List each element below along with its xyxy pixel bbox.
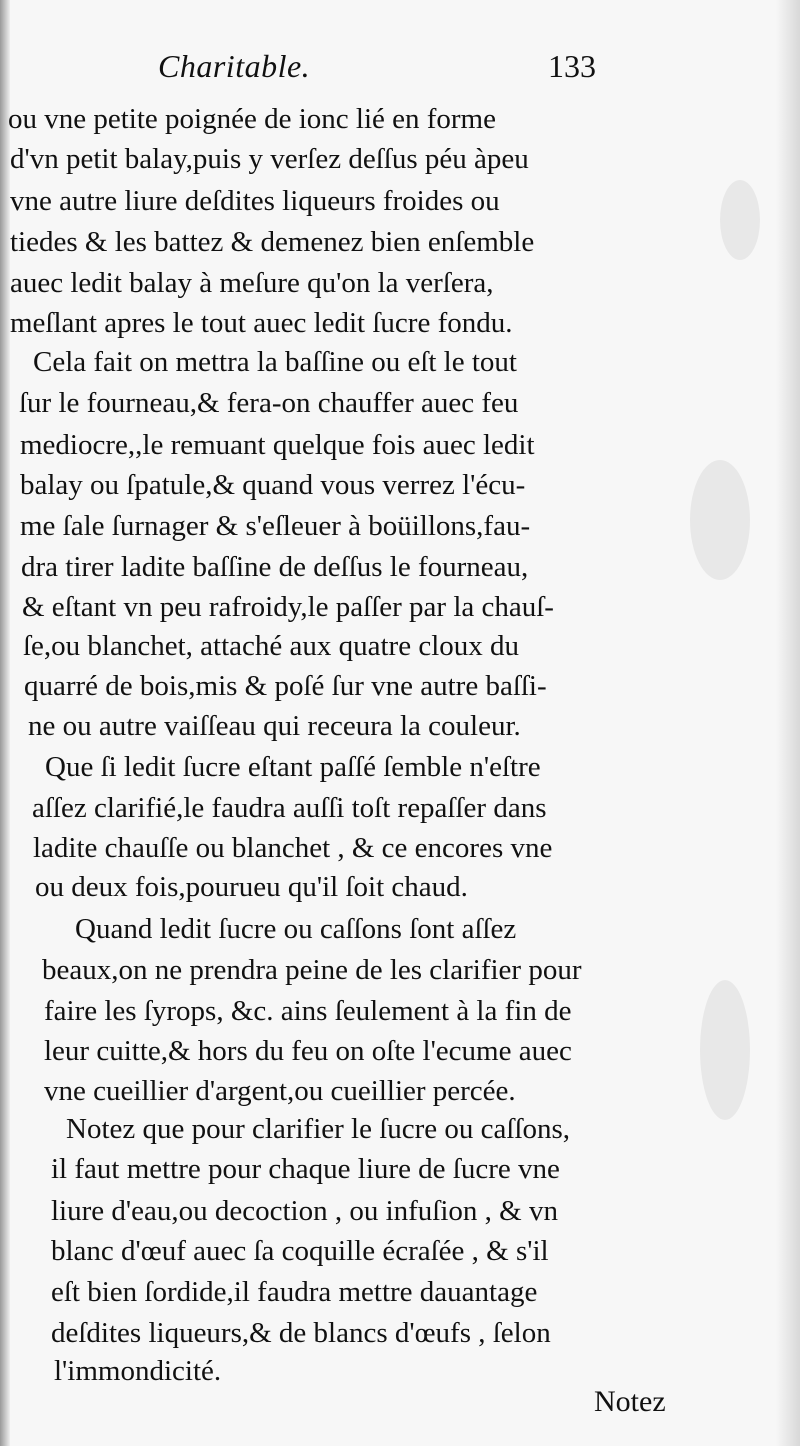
- text-line: Que ſi ledit ſucre eſtant paſſé ſemble n'eſtre: [45, 751, 541, 783]
- text-line: ſur le fourneau,& fera-on chauffer auec feu: [19, 387, 519, 419]
- text-line: leur cuitte,& hors du feu on oſte l'ecume auec: [44, 1035, 572, 1067]
- text-line: ou deux fois,pourueu qu'il ſoit chaud.: [35, 871, 468, 903]
- text-line: d'vn petit balay,puis y verſez deſſus péu àpeu: [10, 143, 529, 175]
- text-line: aſſez clarifié,le faudra auſſi toſt repaſſer dans: [32, 792, 547, 824]
- text-line: Cela fait on mettra la baſſine ou eſt le tout: [33, 346, 517, 378]
- text-line: vne cueillier d'argent,ou cueillier percée.: [44, 1075, 516, 1107]
- text-line: & eſtant vn peu rafroidy,le paſſer par la chauſ-: [22, 591, 554, 623]
- text-line: me ſale ſurnager & s'eſleuer à boüillons,fau-: [20, 510, 531, 542]
- text-line: beaux,on ne prendra peine de les clarifier pour: [42, 954, 582, 986]
- text-line: ſe,ou blanchet, attaché aux quatre cloux du: [23, 630, 520, 662]
- text-line: ou vne petite poignée de ionc lié en forme: [8, 103, 496, 135]
- page-number: 133: [548, 48, 596, 84]
- text-line: il faut mettre pour chaque liure de ſucre vne: [51, 1153, 560, 1185]
- text-line: blanc d'œuf auec ſa coquille écraſée , & s'il: [51, 1235, 549, 1267]
- text-line: mediocre,,le remuant quelque fois auec ledit: [20, 429, 535, 461]
- text-line: eſt bien ſordide,il faudra mettre dauantage: [51, 1276, 538, 1308]
- text-line: ladite chauſſe ou blanchet , & ce encores vne: [33, 832, 553, 864]
- running-head: Charitable.: [158, 48, 311, 84]
- text-line: faire les ſyrops, &c. ains ſeulement à la fin de: [44, 995, 572, 1027]
- catchword: Notez: [594, 1385, 666, 1418]
- text-line: quarré de bois,mis & poſé ſur vne autre baſſi-: [24, 670, 547, 702]
- text-line: vne autre liure deſdites liqueurs froides ou: [10, 185, 500, 217]
- text-line: meſlant apres le tout auec ledit ſucre fondu.: [10, 307, 513, 339]
- text-line: ne ou autre vaiſſeau qui receura la couleur.: [28, 710, 521, 742]
- text-line: tiedes & les battez & demenez bien enſemble: [10, 226, 535, 258]
- text-line: deſdites liqueurs,& de blancs d'œufs , ſelon: [51, 1317, 551, 1349]
- text-line: dra tirer ladite baſſine de deſſus le fourneau,: [21, 551, 529, 583]
- text-line: Quand ledit ſucre ou caſſons ſont aſſez: [75, 913, 517, 945]
- text-line: balay ou ſpatule,& quand vous verrez l'écu-: [20, 469, 526, 501]
- text-line: l'immondicité.: [54, 1355, 222, 1387]
- text-line: Notez que pour clarifier le ſucre ou caſſons,: [66, 1113, 571, 1145]
- text-line: liure d'eau,ou decoction , ou infuſion , & vn: [51, 1195, 558, 1227]
- text-line: auec ledit balay à meſure qu'on la verſera,: [10, 267, 494, 299]
